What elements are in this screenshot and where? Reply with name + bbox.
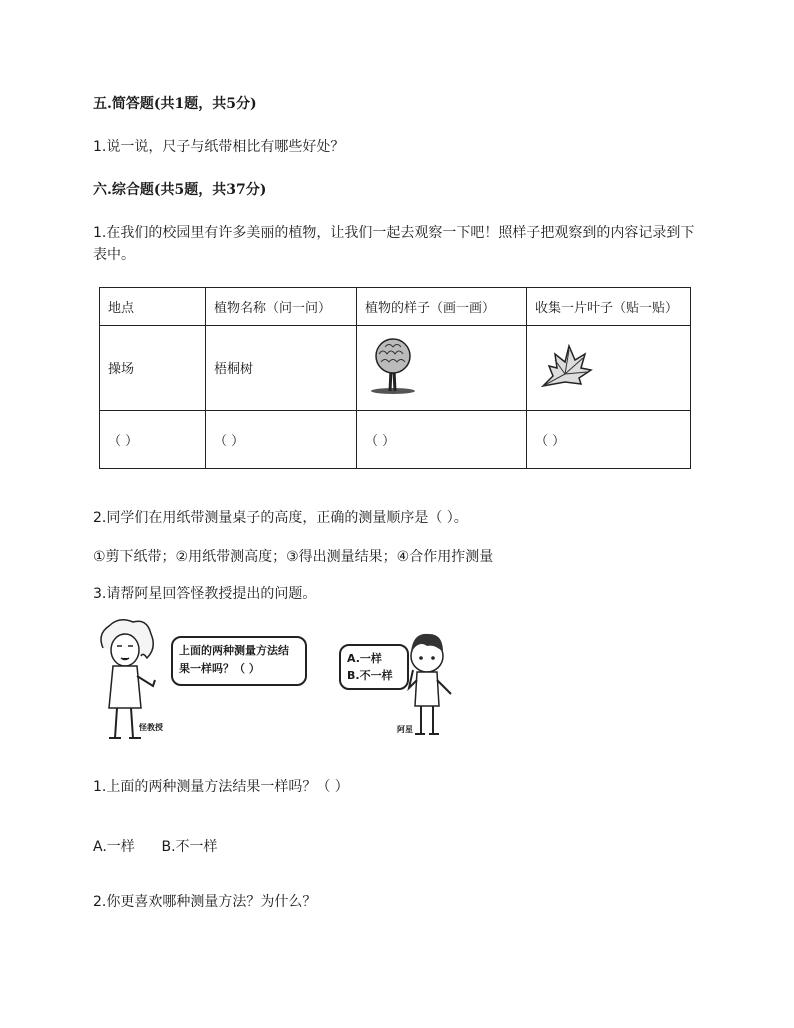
- question-6-1: 1.在我们的校园里有许多美丽的植物，让我们一起去观察一下吧！照样子把观察到的内容记录到下表中。: [93, 225, 695, 263]
- cell-location-1: 操场: [100, 326, 206, 410]
- header-collect-leaf: 收集一片叶子（贴一贴）: [527, 288, 691, 326]
- tree-icon: [365, 336, 421, 396]
- question-6-2-options: ①剪下纸带；②用纸带测高度；③得出测量结果；④合作用拃测量: [93, 549, 494, 565]
- boy-name-label: 阿星: [397, 725, 413, 734]
- section-5-heading: 五.简答题(共1题，共5分): [93, 96, 257, 112]
- section-6-heading: 六.综合题(共5题，共37分): [93, 182, 267, 198]
- comic-illustration: [95, 618, 485, 742]
- blank-plant-look[interactable]: （ ）: [357, 410, 527, 468]
- tree-drawing-cell: [357, 326, 527, 410]
- leaf-icon: [535, 340, 595, 392]
- professor-bubble-line1: 上面的两种测量方法结: [179, 644, 289, 657]
- question-6-3: 3.请帮阿星回答怪教授提出的问题。: [93, 586, 317, 602]
- boy-bubble-line2: B.不一样: [347, 669, 393, 682]
- sub-question-1: 1.上面的两种测量方法结果一样吗？（ ）: [93, 779, 349, 795]
- question-5-1: 1.说一说，尺子与纸带相比有哪些好处？: [93, 139, 345, 155]
- cell-plant-name-1: 梧桐树: [206, 326, 357, 410]
- header-location: 地点: [100, 288, 206, 326]
- question-6-2: 2.同学们在用纸带测量桌子的高度，正确的测量顺序是（ ）。: [93, 510, 468, 526]
- blank-collect-leaf[interactable]: （ ）: [527, 410, 691, 468]
- observation-table: [99, 287, 691, 469]
- professor-name-label: 怪教授: [139, 723, 163, 732]
- header-plant-name: 植物名称（问一问）: [206, 288, 357, 326]
- sub-question-1-options: A.一样 B.不一样: [93, 839, 218, 855]
- header-plant-look: 植物的样子（画一画）: [357, 288, 527, 326]
- boy-bubble-line1: A.一样: [347, 652, 382, 665]
- blank-location[interactable]: （ ）: [100, 410, 206, 468]
- blank-plant-name[interactable]: （ ）: [206, 410, 357, 468]
- professor-bubble-line2: 果一样吗？（ ）: [179, 662, 260, 675]
- boy-speech-bubble: [339, 644, 409, 690]
- professor-speech-bubble: [171, 636, 307, 686]
- leaf-drawing-cell: [527, 326, 691, 410]
- sub-question-2: 2.你更喜欢哪种测量方法？为什么？: [93, 894, 317, 910]
